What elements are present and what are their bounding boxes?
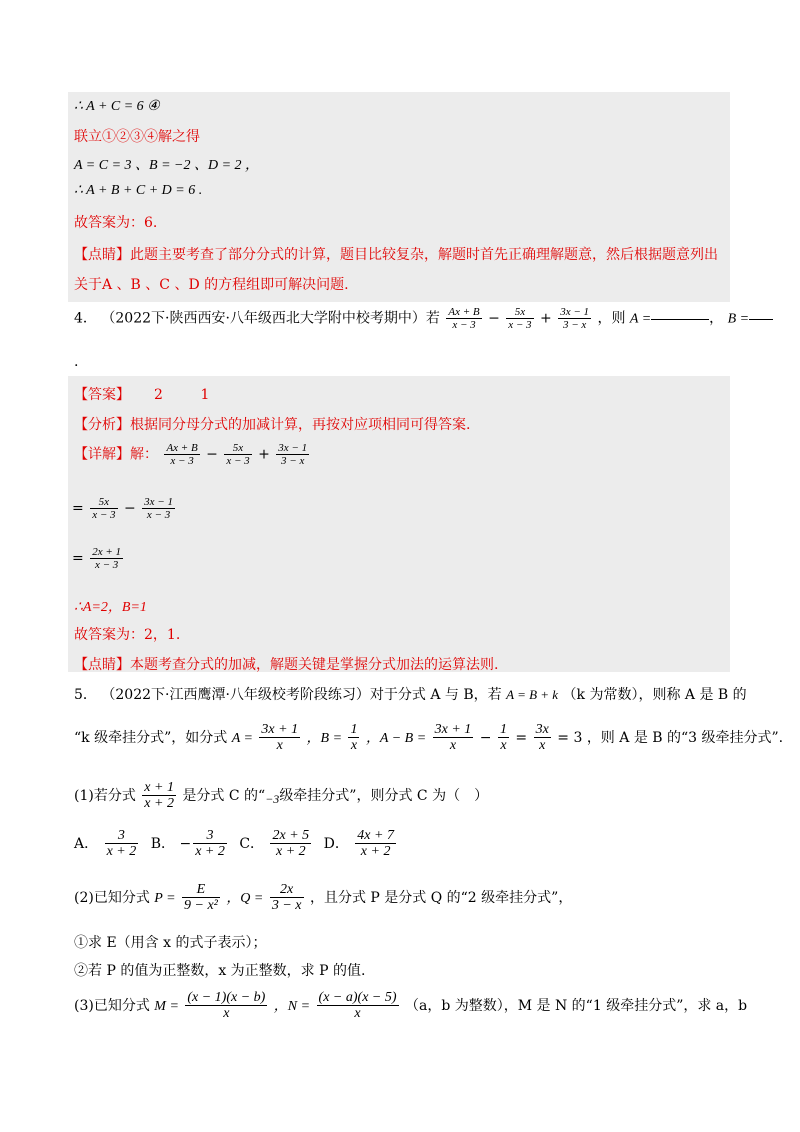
q5-part-2-i: ①求 E（用含 x 的式子表示）； [74,935,267,951]
prev-line-1: ∴ A + C = 6 ④ [74,99,160,114]
q4-result: ∴A=2，B=1 [74,600,147,615]
q4-detail-fraction-3: $\frac{3x - 1}{3 - x}$ [278,442,308,468]
q5-options [74,828,398,860]
prev-line-2: 联立①②③④解之得 [74,129,200,145]
q5-example-diff-2: $\frac{1}{x}$ [499,722,507,754]
q4-step3-fraction: $\frac{2x + 1}{x - 3}$ [92,546,121,572]
q5-example-A: $\frac{3x + 1}{x}$ [261,722,299,754]
q4-step2-fraction-2: $\frac{3x - 1}{x - 3}$ [144,496,173,522]
q5-part-3: (3)已知分式 M = $\frac{(x - 1)(x - b)}{x}$ ，N = $\frac{(x - a)(x - 5)}{x}$ （a，b 为整数），M 是 N 的“1 级牵挂分式”，求 a，b [74,990,748,1022]
q5-part2-P: $\frac{E}{\text{9 − x²}}$ [184,882,218,914]
option-b[interactable]: B． − $\frac{3}{x + 2}$ [150,828,225,860]
option-d[interactable]: D． $\frac{4x + 7}{x + 2}$ [323,828,394,860]
prev-line-3: A = C = 3 、B = −2 、D = 2 ， [74,158,260,173]
q4-final: 故答案为：2，1. [74,627,181,643]
q5-example-B: $\frac{1}{x}$ [350,722,358,754]
q5-line-1: 5． （2022下·江西鹰潭·八年级校考阶段练习）对于分式 A 与 B，若 A = B + k （k 为常数），则称 A 是 B 的 [74,687,747,703]
q4-blank-a [651,318,709,320]
q4-comment: 【点睛】本题考查分式的加减，解题关键是掌握分式加法的运算法则. [74,657,499,673]
option-c[interactable]: C． $\frac{2x + 5}{x + 2}$ [239,828,310,860]
q4-analysis: 【分析】根据同分母分式的加减计算，再按对应项相同可得答案. [74,417,471,433]
prev-line-5: 故答案为：6. [74,215,158,231]
q4-blank-b [749,318,773,320]
q4-step2-fraction-1: $\frac{5x}{x - 3}$ [92,496,116,522]
q4-step-3: = $\frac{2x + 1}{x - 3}$ [72,546,121,572]
q5-part-1: (1)若分式 $\frac{x + 1}{x + 2}$ 是分式 C 的“−3级牵挂分式”，则分式 C 为（ ） [74,780,489,812]
q5-part3-N: $\frac{(x - a)(x - 5)}{x}$ [318,990,397,1022]
q5-part1-fraction: $\frac{x + 1}{x + 2}$ [144,780,174,812]
q4-answer: 【答案】 2 1 [74,387,210,403]
prev-comment-line-2: 关于A 、B 、C 、D 的方程组即可解决问题. [74,277,349,293]
q4-stem: 4． （2022下·陕西西安·八年级西北大学附中校考期中）若 $\frac{Ax + B}{x - 3}$ − $\frac{5x}{x - 3}$ + $\frac{3x - 1}{3 - x}$ ，则 A = ， B = [74,306,773,331]
q4-detail-fraction-2: $\frac{5x}{x - 3}$ [226,442,250,468]
q5-example-diff-1: $\frac{3x + 1}{x}$ [434,722,472,754]
q4-detail: 【详解】解： $\frac{Ax + B}{x - 3}$ − $\frac{5x}{x - 3}$ + $\frac{3x - 1}{3 - x}$ [74,442,308,468]
option-a[interactable]: A． $\frac{3}{x + 2}$ [74,828,137,860]
q5-part3-M: $\frac{(x - 1)(x - b)}{x}$ [187,990,266,1022]
prev-comment-line-1: 【点睛】此题主要考查了部分分式的计算，题目比较复杂，解题时首先正确理解题意，然后根据题意列出 [74,247,718,263]
q4-fraction-2: $\frac{5x}{x - 3}$ [508,306,532,332]
q5-example-diff-3: $\frac{3x}{x}$ [535,722,549,754]
q4-step-2: = $\frac{5x}{x - 3}$ − $\frac{3x - 1}{x - 3}$ [72,496,173,522]
answer-tag: 【答案】 [74,387,130,403]
q4-fraction-3: $\frac{3x - 1}{3 - x}$ [560,306,590,332]
q5-line-2: “k 级牵挂分式”，如分式 A = $\frac{3x + 1}{x}$ ，B = $\frac{1}{x}$ ，A − B = $\frac{3x + 1}{x}$ − $\frac{1}{x}$ = $\frac{3x}{x}$ = 3 ，则 A 是 B 的“3 级牵挂分式”. [74,722,784,754]
q5-part-2-ii: ②若 P 的值为正整数，x 为正整数，求 P 的值. [74,963,366,979]
q4-trailing-dot: . [74,354,79,370]
comment-tag: 【点睛】 [74,247,130,263]
q4-detail-fraction-1: $\frac{Ax + B}{x - 3}$ [166,442,198,468]
q5-part2-Q: $\frac{2x}{3 - x}$ [271,882,302,914]
q4-fraction-1: $\frac{Ax + B}{x - 3}$ [448,306,480,332]
q5-part-2: (2)已知分式 P = $\frac{E}{\text{9 − x²}}$ ，Q = $\frac{2x}{3 - x}$ ，且分式 P 是分式 Q 的“2 级牵挂分式”， [74,882,573,914]
prev-line-4: ∴ A + B + C + D = 6 . [74,183,203,198]
